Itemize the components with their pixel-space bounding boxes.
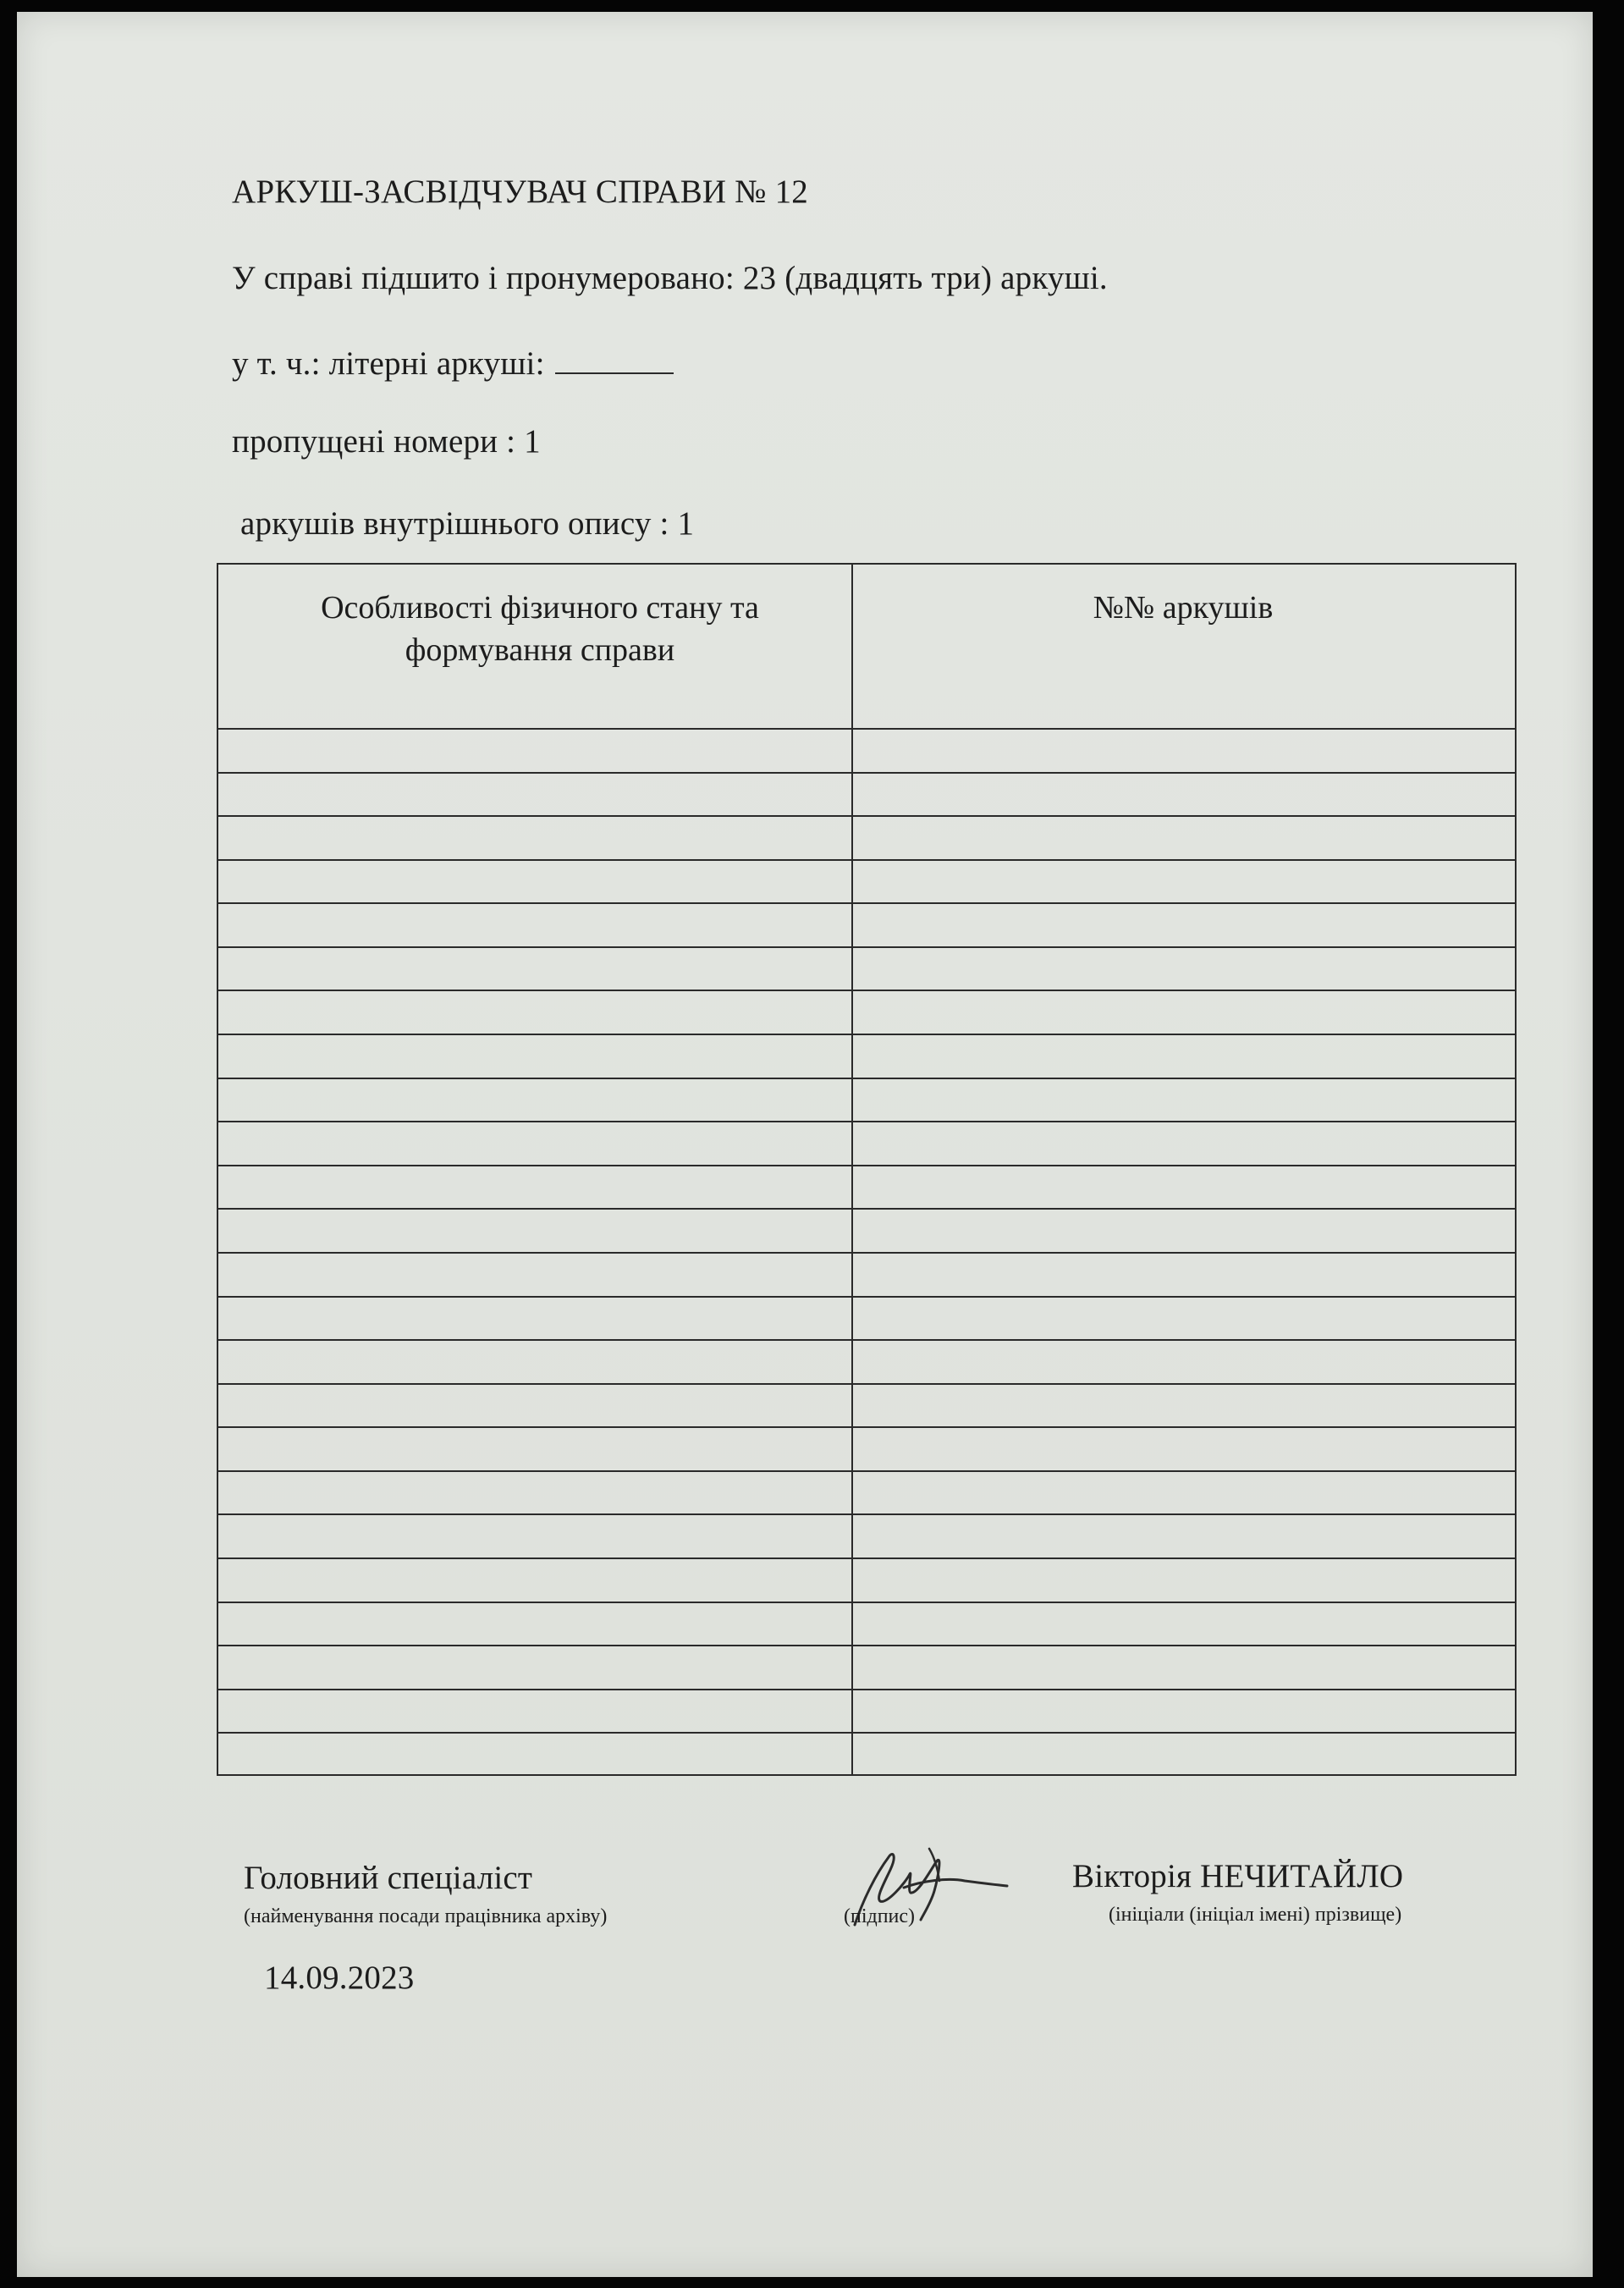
- table-row: [218, 1208, 1515, 1252]
- table-row: [218, 772, 1515, 816]
- table-row: [218, 728, 1515, 772]
- table-row: [218, 1732, 1515, 1776]
- table-row: [218, 1645, 1515, 1689]
- table-row: [218, 1470, 1515, 1514]
- letter-sheets-blank: [555, 347, 674, 374]
- position-title: Головний спеціаліст: [244, 1860, 533, 1896]
- table-header-sheet-numbers: №№ аркушів: [1093, 590, 1274, 626]
- document-page: [17, 12, 1593, 2277]
- table-row: [218, 1165, 1515, 1209]
- table-row: [218, 1426, 1515, 1470]
- table-row: [218, 1339, 1515, 1383]
- handwritten-signature: [829, 1832, 1032, 1950]
- inventory-sheets-line: аркушів внутрішнього опису : 1: [240, 505, 695, 542]
- table-row: [218, 902, 1515, 946]
- name-caption: (ініціали (ініціал імені) прізвище): [1109, 1904, 1402, 1926]
- table-row: [218, 1602, 1515, 1646]
- table-row: [218, 1296, 1515, 1340]
- document-date: 14.09.2023: [264, 1960, 415, 1996]
- table-row: [218, 815, 1515, 859]
- table-row: [218, 1383, 1515, 1427]
- table-header-condition: Особливості фізичного стану та формування справи: [321, 590, 759, 668]
- table-row: [218, 1252, 1515, 1296]
- table-row: [218, 859, 1515, 903]
- table-rows: [218, 728, 1515, 1776]
- table-row: [218, 1034, 1515, 1078]
- table-row: [218, 1689, 1515, 1733]
- table-row: [218, 946, 1515, 990]
- signatory-name: Вікторія НЕЧИТАЙЛО: [1072, 1858, 1404, 1894]
- condition-table: [217, 563, 1517, 1776]
- letter-sheets-label: у т. ч.: літерні аркуші:: [232, 345, 545, 382]
- table-row: [218, 1078, 1515, 1122]
- table-row: [218, 1557, 1515, 1602]
- position-caption: (найменування посади працівника архіву): [244, 1905, 608, 1927]
- table-row: [218, 990, 1515, 1034]
- table-row: [218, 1121, 1515, 1165]
- table-row: [218, 1513, 1515, 1557]
- letter-sheets-line: [232, 345, 674, 383]
- missing-numbers-line: пропущені номери : 1: [232, 423, 541, 460]
- signature-caption: (підпис): [844, 1905, 916, 1927]
- document-title: АРКУШ-ЗАСВІДЧУВАЧ СПРАВИ № 12: [232, 174, 808, 210]
- sheets-count-line: У справі підшито і пронумеровано: 23 (двадцять три) аркуші.: [232, 260, 1108, 296]
